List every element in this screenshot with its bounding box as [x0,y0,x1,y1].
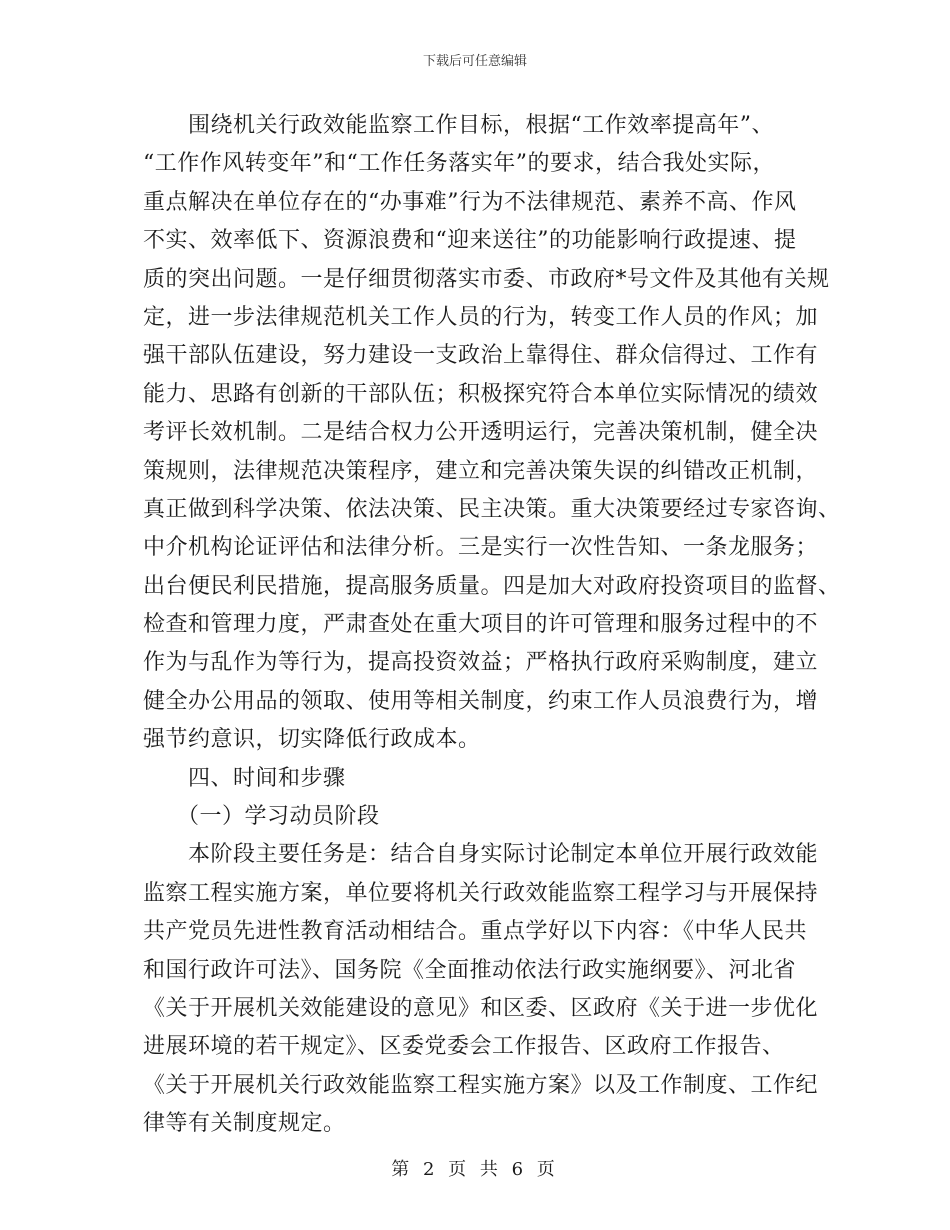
body-line: 策规则，法律规范决策程序，建立和完善决策失误的纠错改正机制， [143,458,819,484]
body-line: 监察工程实施方案，单位要将机关行政效能监察工程学习与开展保持 [143,880,819,906]
body-line: 能力、思路有创新的干部队伍；积极探究符合本单位实际情况的绩效 [143,381,819,407]
page-number: 第 2 页 共 6 页 [391,1159,559,1180]
subsection-heading: （一）学习动员阶段 [143,804,380,830]
body-line: 和国行政许可法》、国务院《全面推动依法行政实施纲要》、河北省 [143,957,797,983]
body-line: 进展环境的若干规定》、区委党委会工作报告、区政府工作报告、 [143,1034,785,1060]
section-heading: 四、时间和步骤 [143,765,346,791]
body-line: 中介机构论证评估和法律分析。三是实行一次性告知、一条龙服务； [143,535,819,561]
body-line: 不实、效率低下、资源浪费和“迎来送往”的功能影响行政提速、提 [143,228,797,254]
body-line: 作为与乱作为等行为，提高投资效益；严格执行政府采购制度，建立 [143,650,819,676]
body-line: 强干部队伍建设，努力建设一支政治上靠得住、群众信得过、工作有 [143,343,819,369]
body-line: 共产党员先进性教育活动相结合。重点学好以下内容：《中华人民共 [143,919,808,945]
body-line: 律等有关制度规定。 [143,1111,346,1137]
body-line: 真正做到科学决策、依法决策、民主决策。重大决策要经过专家咨询、 [143,496,841,522]
body-line: 《关于开展机关行政效能监察工程实施方案》以及工作制度、工作纪 [143,1072,819,1098]
body-line: 定，进一步法律规范机关工作人员的行为，转变工作人员的作风；加 [143,304,819,330]
body-line: 健全办公用品的领取、使用等相关制度，约束工作人员浪费行为，增 [143,688,819,714]
body-line: 本阶段主要任务是：结合自身实际讨论制定本单位开展行政效能 [143,842,819,868]
body-line: 强节约意识，切实降低行政成本。 [143,727,481,753]
body-line: 质的突出问题。一是仔细贯彻落实市委、市政府*号文件及其他有关规 [143,266,830,292]
body-line: 考评长效机制。二是结合权力公开透明运行，完善决策机制，健全决 [143,420,819,446]
body-line: 检查和管理力度，严肃查处在重大项目的许可管理和服务过程中的不 [143,612,819,638]
body-line: 重点解决在单位存在的“办事难”行为不法律规范、素养不高、作风 [143,189,797,215]
page-header: 下载后可任意编辑 [422,54,527,69]
body-line: 出台便民利民措施，提高服务质量。四是加大对政府投资项目的监督、 [143,573,841,599]
document-body [143,107,841,1144]
body-line: 围绕机关行政效能监察工作目标，根据“工作效率提高年”、 [143,113,774,138]
body-line: “工作作风转变年”和“工作任务落实年”的要求，结合我处实际， [143,151,775,177]
body-line: 《关于开展机关效能建设的意见》和区委、区政府《关于进一步优化 [143,995,819,1021]
